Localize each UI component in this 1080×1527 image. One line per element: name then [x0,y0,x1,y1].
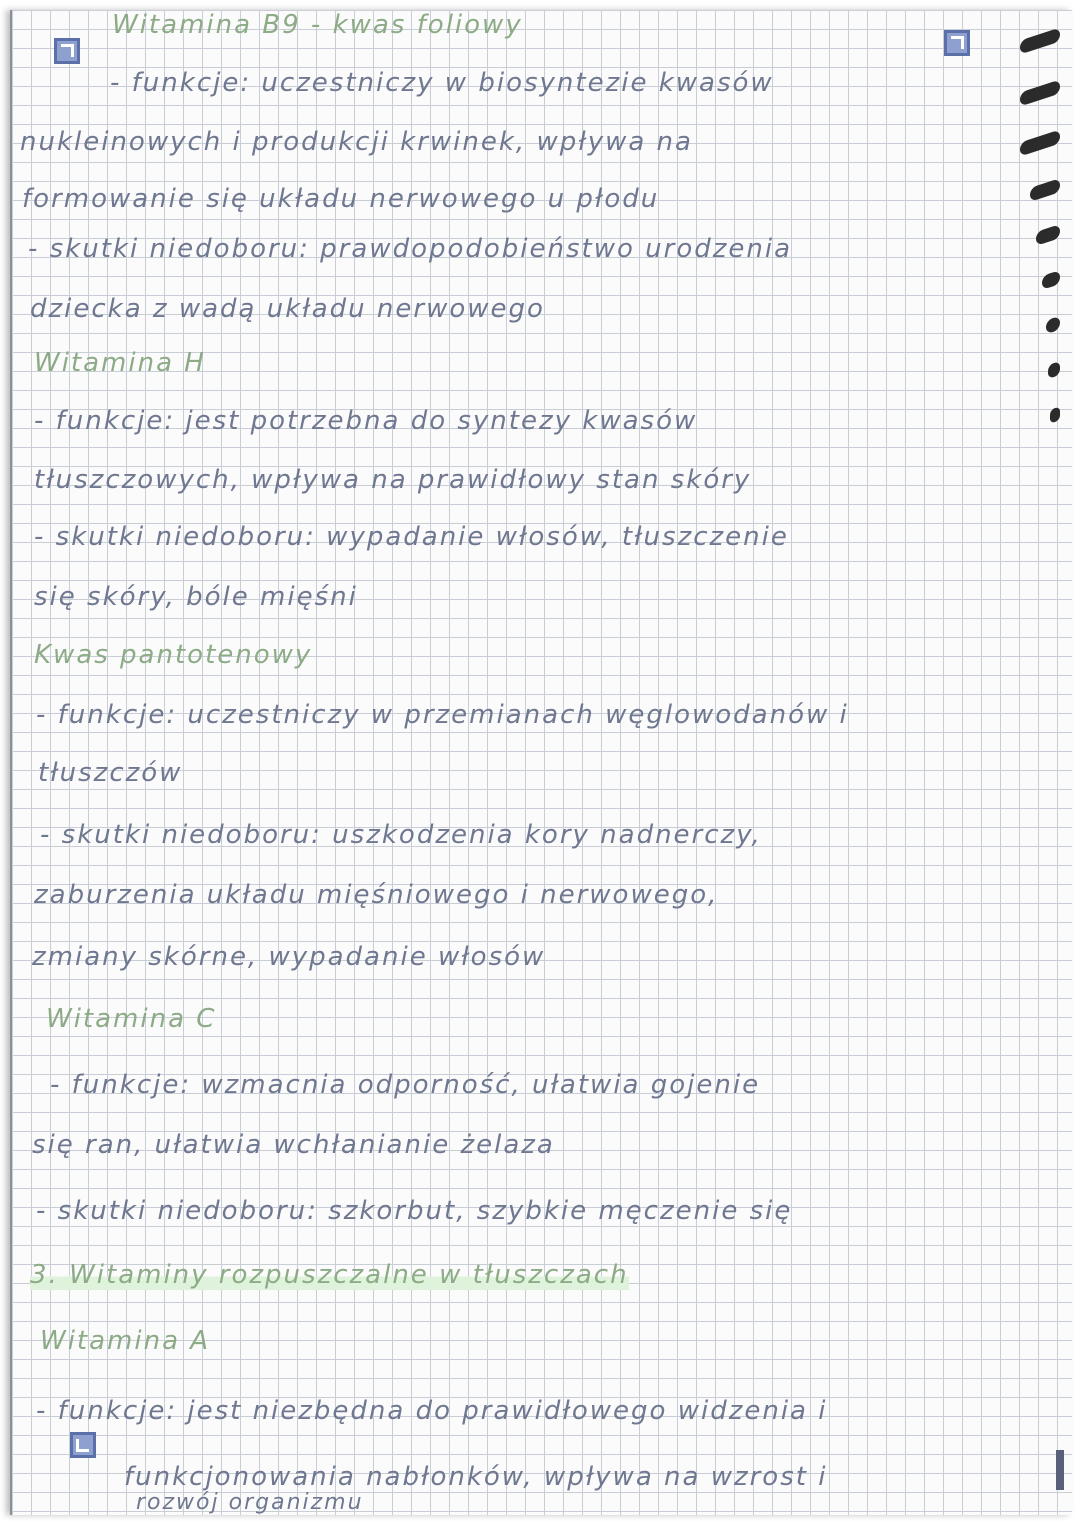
text-line: się ran, ułatwia wchłanianie żelaza [32,1130,555,1160]
heading-vitamin-a: Witamina A [40,1326,211,1356]
heading-vitamin-b9: Witamina B9 - kwas foliowy [112,10,523,40]
spiral-binding [1018,28,1068,448]
text-line: zmiany skórne, wypadanie włosów [32,942,546,972]
text-line: rozwój organizmu [136,1490,364,1515]
text-line: funkcjonowania nabłonków, wpływa na wzrost i [124,1462,828,1492]
text-line: - skutki niedoboru: szkorbut, szybkie męczenie się [36,1196,793,1226]
text-line: zaburzenia układu mięśniowego i nerwowego, [34,880,719,910]
heading-pantothenic-acid: Kwas pantotenowy [34,640,313,670]
corner-logo-icon [70,1432,96,1458]
text-line: - skutki niedoboru: wypadanie włosów, tłuszczenie [34,522,789,552]
text-line: tłuszczów [38,758,183,788]
text-line: tłuszczowych, wpływa na prawidłowy stan skóry [34,465,752,495]
text-line: nukleinowych i produkcji krwinek, wpływa na [20,127,693,157]
page-edge-mark [1056,1450,1064,1490]
text-line: - skutki niedoboru: prawdopodobieństwo urodzenia [28,234,793,264]
text-line: formowanie się układu nerwowego u płodu [22,184,660,214]
text-line: się skóry, bóle mięśni [34,582,358,612]
corner-logo-icon [54,38,80,64]
text-line: - funkcje: uczestniczy w biosyntezie kwasów [110,68,774,98]
text-line: - funkcje: uczestniczy w przemianach węglowodanów i [36,700,849,730]
notebook-page [10,10,1072,1515]
heading-vitamin-c: Witamina C [46,1004,217,1034]
section-heading-fat-soluble: 3. Witaminy rozpuszczalne w tłuszczach [30,1260,629,1290]
text-line: dziecka z wadą układu nerwowego [30,294,545,324]
heading-vitamin-h: Witamina H [34,348,206,378]
text-line: - funkcje: jest potrzebna do syntezy kwasów [34,406,698,436]
text-line: - funkcje: jest niezbędna do prawidłowego widzenia i [36,1396,828,1426]
corner-logo-icon [944,30,970,56]
text-line: - skutki niedoboru: uszkodzenia kory nadnerczy, [40,820,762,850]
text-line: - funkcje: wzmacnia odporność, ułatwia gojenie [50,1070,761,1100]
